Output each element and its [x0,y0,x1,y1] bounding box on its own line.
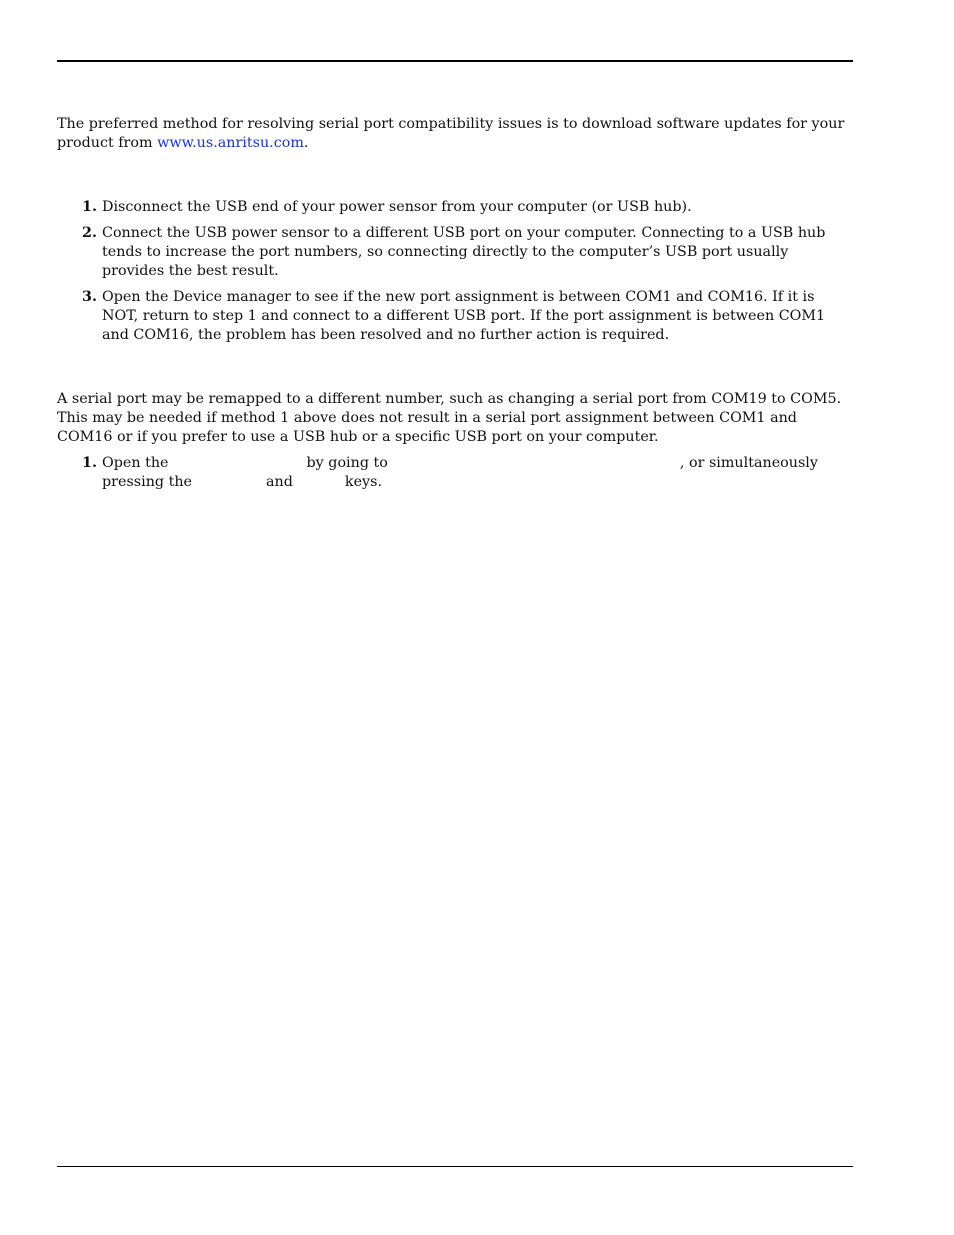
intro-text-before-link: The preferred method for resolving serial port compatibility issues is to download software updates for your product from [57,116,845,151]
method-1-steps [57,198,853,352]
step-text: Open the Device manager to see if the new port assignment is between COM1 and COM16. If it is NOT, return to step 1 and connect to a different USB port. If the port assignment is between COM1 and COM16, the problem has been resolved and no further action is required. [102,289,826,343]
intro-text-after-link: . [303,135,309,151]
step-text-by-going-to: by going to [306,455,388,471]
anritsu-website-link[interactable]: www.us.anritsu.com [157,135,304,151]
method-1-step-2 [57,224,853,281]
method-2-step-1 [57,454,853,492]
step-number: 2. [82,225,97,241]
step-text-or-pressing: , or simultaneously pressing the [102,455,818,490]
method-2-steps [57,454,853,499]
method-1-step-1 [57,198,853,217]
step-number: 3. [82,289,97,305]
step-number: 1. [82,199,97,215]
header-rule [57,60,853,62]
method-2-intro: A serial port may be remapped to a different number, such as changing a serial port from COM19 to COM5. This may be needed if method 1 above does not result in a serial port assignment between COM1 and COM16 or if you prefer to use a USB hub or a specific USB port on your computer. [57,391,842,445]
step-text-and: and [266,474,293,490]
step-text-open-the: Open the [102,455,169,471]
step-text: Connect the USB power sensor to a different USB port on your computer. Connecting to a USB hub tends to increase the port numbers, so connecting directly to the computer’s USB port usually provides the best result. [102,225,826,279]
method-1-step-3 [57,288,853,345]
intro-paragraph [57,115,853,153]
step-text: Disconnect the USB end of your power sensor from your computer (or USB hub). [102,199,692,215]
step-text-keys: keys. [344,474,382,490]
footer-rule [57,1166,853,1167]
step-number: 1. [82,455,97,471]
